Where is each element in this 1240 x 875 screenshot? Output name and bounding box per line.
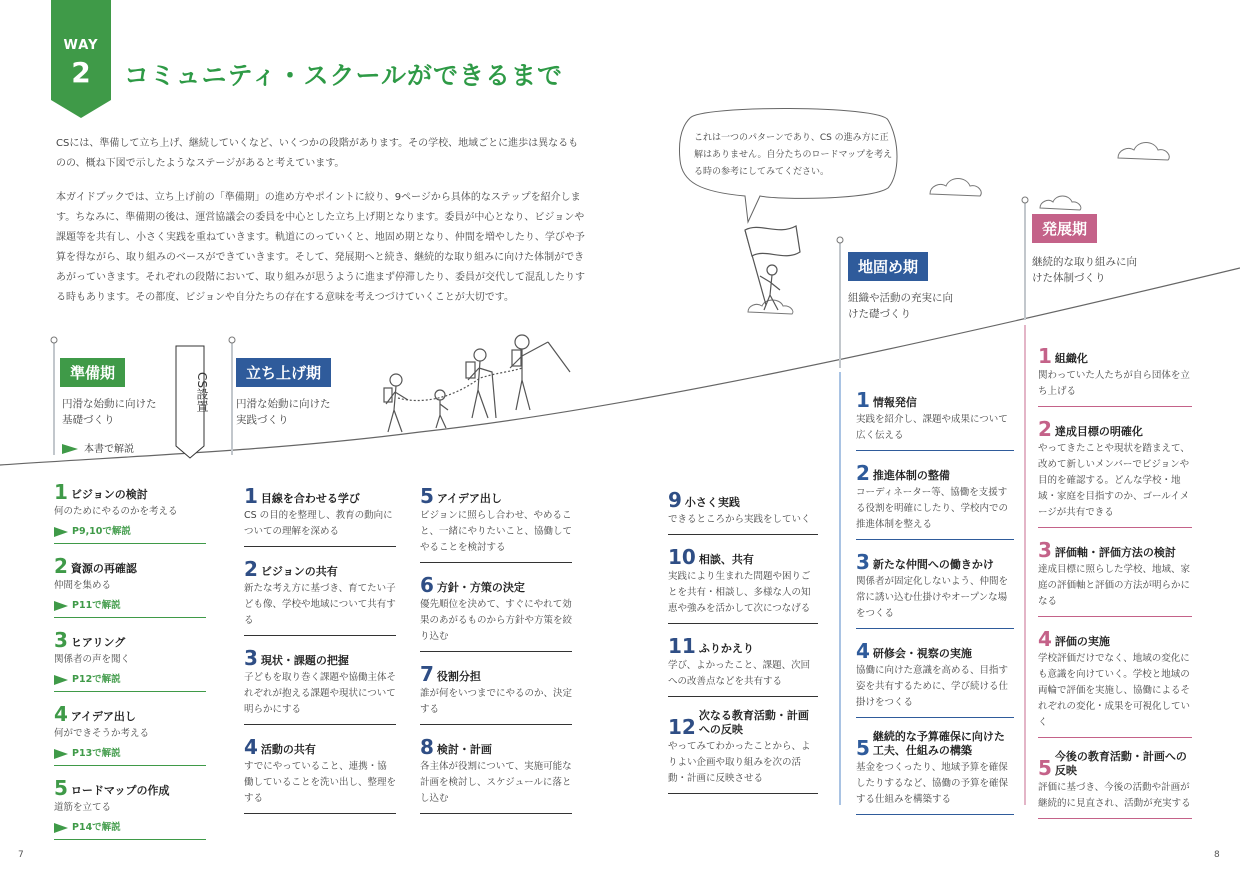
list-item: 3 ヒアリング 関係者の声を聞く P12で解説 xyxy=(54,626,206,692)
page-ref-link[interactable]: P12で解説 xyxy=(54,671,206,685)
page-ref-link[interactable]: P11で解説 xyxy=(54,597,206,611)
stage-desc-hatten: 継続的な取り組みに向けた体制づくり xyxy=(1032,256,1137,284)
list-item: 5 今後の教育活動・計画への反映 評価に基づき、今後の活動や計画が継続的に見直され、活動が充実する xyxy=(1038,746,1192,819)
stage-desc-tachiage: 円滑な始動に向けた実践づくり xyxy=(236,398,331,426)
list-item: 2 達成目標の明確化 やってきたことや現状を踏まえて、改めて新しいメンバーでビジョンや目的を確認する。どんな学校・地域・家庭を目指すのか、ゴールイメージが共有できる xyxy=(1038,415,1192,528)
guide-link: 本書で解説 xyxy=(62,440,134,455)
list-item: 1 組織化 関わっていた人たちが自ら団体を立ち上げる xyxy=(1038,342,1192,407)
triangle-icon xyxy=(54,749,68,759)
stage-desc-jigatame: 組織や活動の充実に向けた礎づくり xyxy=(848,292,953,320)
intro-text xyxy=(56,134,586,322)
column-tachiage-a xyxy=(244,482,396,822)
stage-tag-tachiage: 立ち上げ期 xyxy=(236,358,331,387)
list-item: 4 研修会・視察の実施 協働に向けた意識を高める、目指す姿を共有するために、学び続ける仕掛けをつくる xyxy=(856,637,1014,718)
list-item: 5 アイデア出し ビジョンに照らし合わせ、やめること、一緒にやりたいこと、協働してやることを検討する xyxy=(420,482,572,563)
intro-paragraph-1: CSには、準備して立ち上げ、継続していくなど、いくつかの段階があります。その学校、地域ごとに進歩は異なるものの、概ね下図で示したようなステージがあると考えています。 xyxy=(56,138,579,169)
list-item: 5 継続的な予算確保に向けた工夫、仕組みの構築 基金をつくったり、地域予算を確保したりするなど、協働の予算を確保する仕組みを構築する xyxy=(856,726,1014,815)
bubble-text: これは一つのパターンであり、CS の進み方に正解はありません。自分たちのロードマップを考える時の参考にしてみてください。 xyxy=(694,133,893,177)
hikers-illustration xyxy=(384,335,570,432)
list-item: 2 資源の再確認 仲間を集める P11で解説 xyxy=(54,552,206,618)
stage-desc-junbi: 円滑な始動に向けた基礎づくり xyxy=(62,398,157,426)
list-item: 2 推進体制の整備 コーディネーター等、協働を支援する役割を明確にしたり、学校内での推進体制を整える xyxy=(856,459,1014,540)
column-tachiage-c xyxy=(668,486,818,802)
column-hatten xyxy=(1038,342,1192,827)
page-ref-link[interactable]: P9,10で解説 xyxy=(54,523,206,537)
list-item: 1 情報発信 実践を紹介し、課題や成果について広く伝える xyxy=(856,386,1014,451)
list-item: 12 次なる教育活動・計画への反映 やってみてわかったことから、よりよい企画や取り組みを次の活動・計画に反映させる xyxy=(668,705,818,794)
list-item: 1 ビジョンの検討 何のためにやるのかを考える P9,10で解説 xyxy=(54,478,206,544)
page-ref-link[interactable]: P13で解説 xyxy=(54,745,206,759)
list-item: 4 評価の実施 学校評価だけでなく、地域の変化にも意識を向けていく。学校と地域の両輪で評価を実施し、協働によるそれぞれの変化・成果を可視化していく xyxy=(1038,625,1192,738)
list-item: 6 方針・方策の決定 優先順位を決めて、すぐにやれて効果のあがるものから方針や方策を絞り込む xyxy=(420,571,572,652)
list-item: 3 現状・課題の把握 子どもを取り巻く課題や協働主体それぞれが抱える課題や現状について明らかにする xyxy=(244,644,396,725)
triangle-icon xyxy=(62,444,78,454)
column-tachiage-b xyxy=(420,482,572,822)
way-number: 2 xyxy=(71,56,91,89)
list-item: 8 検討・計画 各主体が役割について、実施可能な計画を検討し、スケジュールに落とし込む xyxy=(420,733,572,814)
page-title: コミュニティ・スクールができるまで xyxy=(124,61,564,90)
column-junbi xyxy=(54,478,206,848)
way-label: WAY xyxy=(63,38,99,53)
stage-tag-jigatame: 地固め期 xyxy=(848,252,928,281)
stage-tag-junbi: 準備期 xyxy=(60,358,125,387)
intro-paragraph-2: 本ガイドブックでは、立ち上げ前の「準備期」の進め方やポイントに絞り、9ページから具体的なステップを紹介します。ちなみに、準備期の後は、運営協議会の委員を中心とした立ち上げ期となります。委員が中心となり、ビジョンや課題等を共有し、小さく実践を重ねていきます。軌道にのっていくと、地固め期となり、仲間を増やしたり、学びや予算を得ながら、取り組みのベースができていきます。そして、発展期へと続き、継続的な取り組みに向けた体制ができあがっていきます。それぞれの段階において、取り組みが思うように進まず停滞したり、委員が交代して混乱したりする時もあります。その都度、ビジョンや自分たちの存在する意味を考えつづけていくことが大切です。 xyxy=(56,192,585,303)
list-item: 11 ふりかえり 学び、よかったこと、課題、次回への改善点などを共有する xyxy=(668,632,818,697)
list-item: 3 新たな仲間への働きかけ 関係者が固定化しないよう、仲間を常に誘い込む仕掛けやオープンな場をつくる xyxy=(856,548,1014,629)
flag-person-illustration xyxy=(745,226,800,310)
list-item: 2 ビジョンの共有 新たな考え方に基づき、育てたい子ども像、学校や地域について共有する xyxy=(244,555,396,636)
list-item: 1 目線を合わせる学び CS の目的を整理し、教育の動向についての理解を深める xyxy=(244,482,396,547)
page-number-right: 8 xyxy=(1214,850,1220,860)
triangle-icon xyxy=(54,527,68,537)
triangle-icon xyxy=(54,823,68,833)
page-ref-link[interactable]: P14で解説 xyxy=(54,819,206,833)
list-item: 3 評価軸・評価方法の検討 達成目標に照らした学校、地域、家庭の評価軸と評価の方法が明らかになる xyxy=(1038,536,1192,617)
list-item: 5 ロードマップの作成 道筋を立てる P14で解説 xyxy=(54,774,206,840)
cs-setchi-label: CS設置 xyxy=(195,372,209,412)
column-jigatame xyxy=(856,386,1014,823)
triangle-icon xyxy=(54,601,68,611)
list-item: 9 小さく実践 できるところから実践をしていく xyxy=(668,486,818,535)
list-item: 7 役割分担 誰が何をいつまでにやるのか、決定する xyxy=(420,660,572,725)
stage-tag-hatten: 発展期 xyxy=(1032,214,1097,243)
list-item: 4 活動の共有 すでにやっていること、連携・協働していることを洗い出し、整理をする xyxy=(244,733,396,814)
list-item: 4 アイデア出し 何ができそうか考える P13で解説 xyxy=(54,700,206,766)
page-number-left: 7 xyxy=(18,850,24,860)
list-item: 10 相談、共有 実践により生まれた問題や困りごとを共有・相談し、多様な人の知恵や強みを活かして次につなげる xyxy=(668,543,818,624)
triangle-icon xyxy=(54,675,68,685)
